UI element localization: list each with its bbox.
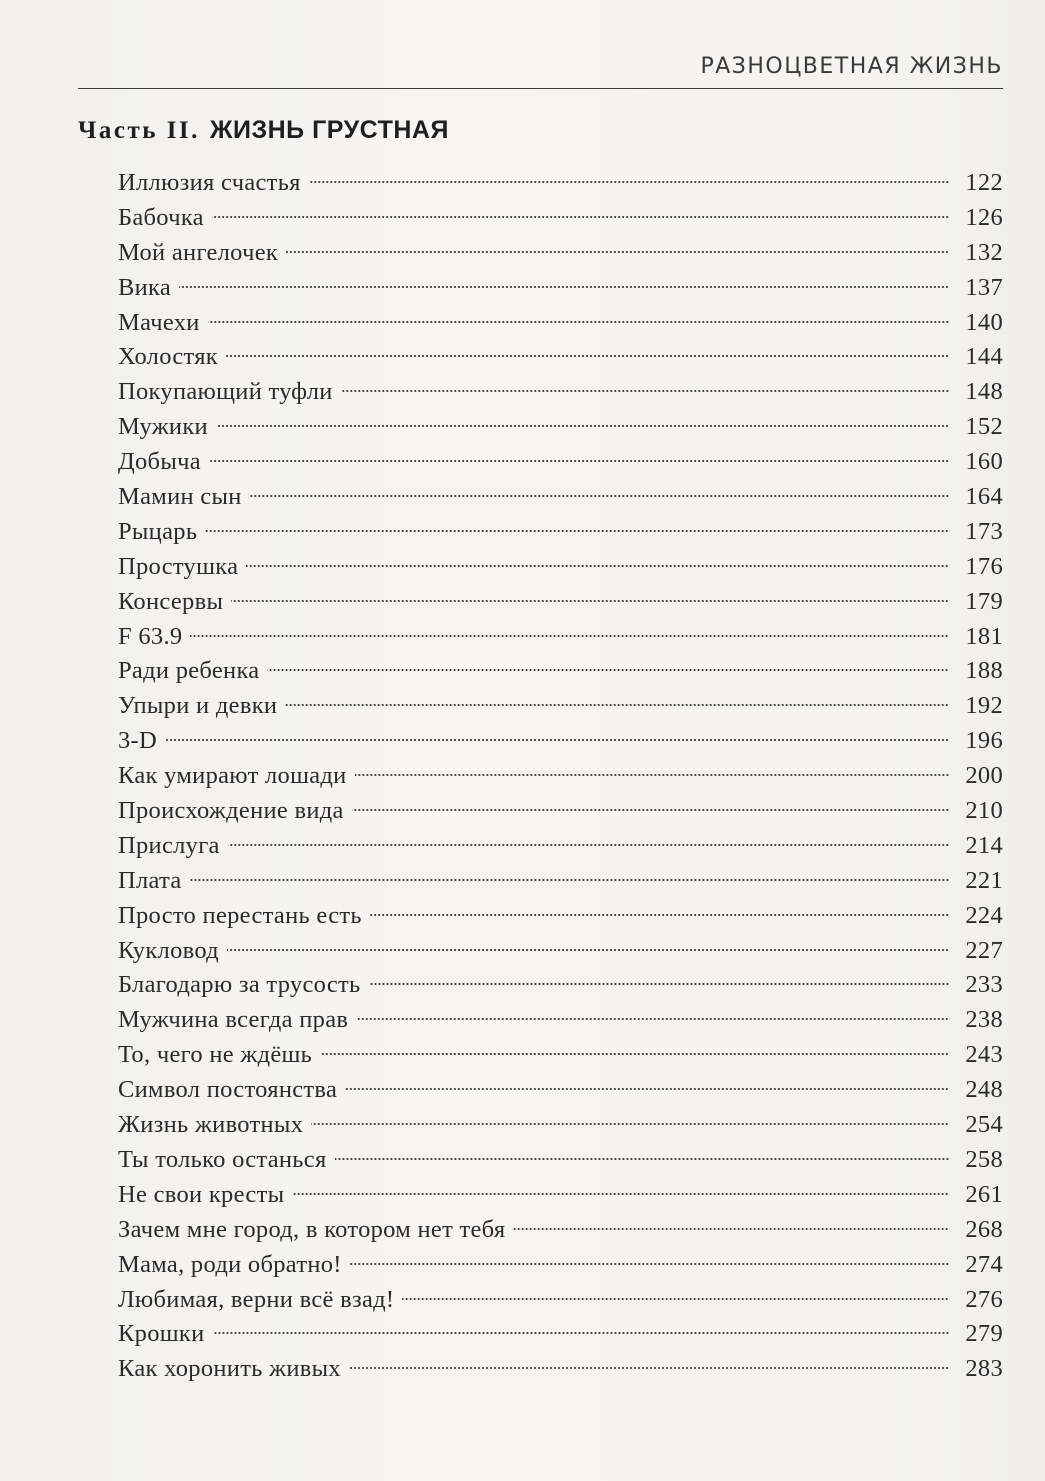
dot-leader bbox=[227, 948, 949, 952]
toc-entry bbox=[118, 727, 1003, 762]
toc-entry-page-number: 227 bbox=[965, 936, 1003, 964]
toc-entry-title: Не свои кресты bbox=[118, 1180, 285, 1208]
dot-leader bbox=[311, 1122, 949, 1126]
toc-entry-page-number: 221 bbox=[965, 866, 1003, 894]
toc-entry bbox=[118, 343, 1003, 378]
toc-entry bbox=[118, 797, 1003, 832]
toc-entry-title: Упыри и девки bbox=[118, 692, 278, 720]
toc-entry bbox=[118, 1286, 1003, 1321]
dot-leader bbox=[356, 1017, 949, 1021]
dot-leader bbox=[267, 668, 949, 672]
toc-entry bbox=[118, 204, 1003, 239]
toc-entry-page-number: 126 bbox=[965, 203, 1003, 231]
dot-leader bbox=[370, 913, 949, 917]
toc-entry bbox=[118, 657, 1003, 692]
dot-leader bbox=[228, 843, 949, 847]
dot-leader bbox=[402, 1297, 949, 1301]
toc-entry-page-number: 248 bbox=[965, 1076, 1003, 1104]
dot-leader bbox=[369, 982, 950, 986]
toc-entry bbox=[118, 1041, 1003, 1076]
dot-leader bbox=[350, 1262, 949, 1266]
part-title: ЖИЗНЬ ГРУСТНАЯ bbox=[209, 116, 449, 144]
toc-entry-page-number: 176 bbox=[965, 552, 1003, 580]
dot-leader bbox=[352, 808, 949, 812]
toc-entry-title: Жизнь животных bbox=[118, 1111, 304, 1139]
toc-entry-title: Символ постоянства bbox=[118, 1076, 338, 1104]
toc-entry-page-number: 152 bbox=[965, 413, 1003, 441]
toc-entry-page-number: 261 bbox=[965, 1180, 1003, 1208]
dot-leader bbox=[226, 354, 949, 358]
toc-entry-title: Как умирают лошади bbox=[118, 762, 347, 790]
toc-entry bbox=[118, 902, 1003, 937]
dot-leader bbox=[355, 773, 949, 777]
toc-entry-page-number: 233 bbox=[965, 971, 1003, 999]
toc-entry bbox=[118, 1216, 1003, 1251]
toc-entry bbox=[118, 309, 1003, 344]
toc-entry bbox=[118, 1181, 1003, 1216]
dot-leader bbox=[341, 389, 949, 393]
toc-entry-title: Зачем мне город, в котором нет тебя bbox=[118, 1215, 506, 1243]
toc-entry bbox=[118, 274, 1003, 309]
toc-entry-page-number: 164 bbox=[965, 483, 1003, 511]
toc-entry-title: Рыцарь bbox=[118, 517, 198, 545]
dot-leader bbox=[285, 703, 949, 707]
toc-entry-page-number: 268 bbox=[965, 1215, 1003, 1243]
toc-entry bbox=[118, 1320, 1003, 1355]
toc-entry bbox=[118, 448, 1003, 483]
toc-entry-page-number: 181 bbox=[965, 622, 1003, 650]
toc-entry bbox=[118, 553, 1003, 588]
table-of-contents bbox=[118, 169, 1003, 1390]
toc-entry-title: Добыча bbox=[118, 448, 201, 476]
toc-entry-title: То, чего не ждёшь bbox=[118, 1041, 313, 1069]
dot-leader bbox=[292, 1192, 949, 1196]
toc-entry-page-number: 224 bbox=[965, 901, 1003, 929]
toc-entry-title: Ради ребенка bbox=[118, 657, 260, 685]
toc-entry-title: Плата bbox=[118, 866, 182, 894]
dot-leader bbox=[190, 878, 949, 882]
toc-entry bbox=[118, 692, 1003, 727]
dot-leader bbox=[345, 1087, 949, 1091]
toc-entry bbox=[118, 518, 1003, 553]
toc-entry bbox=[118, 1355, 1003, 1390]
dot-leader bbox=[309, 180, 949, 184]
toc-entry bbox=[118, 1076, 1003, 1111]
toc-entry-page-number: 144 bbox=[965, 343, 1003, 371]
dot-leader bbox=[250, 494, 949, 498]
toc-entry-title: Мужчина всегда прав bbox=[118, 1006, 349, 1034]
toc-entry-title: Кукловод bbox=[118, 936, 219, 964]
toc-entry-title: Происхождение вида bbox=[118, 797, 344, 825]
toc-entry-page-number: 132 bbox=[965, 238, 1003, 266]
toc-entry-title: Мама, роди обратно! bbox=[118, 1250, 342, 1278]
dot-leader bbox=[205, 529, 949, 533]
toc-entry-page-number: 283 bbox=[965, 1355, 1003, 1383]
toc-entry bbox=[118, 588, 1003, 623]
toc-entry-title: Ты только останься bbox=[118, 1145, 327, 1173]
toc-entry bbox=[118, 832, 1003, 867]
dot-leader bbox=[190, 634, 949, 638]
toc-entry-title: Холостяк bbox=[118, 343, 218, 371]
dot-leader bbox=[335, 1157, 949, 1161]
toc-entry-title: Мужики bbox=[118, 413, 208, 441]
toc-entry-title: Прислуга bbox=[118, 831, 220, 859]
toc-entry-page-number: 192 bbox=[965, 692, 1003, 720]
toc-entry-title: Иллюзия счастья bbox=[118, 169, 301, 196]
toc-entry-title: Как хоронить живых bbox=[118, 1355, 341, 1383]
part-heading bbox=[78, 116, 449, 145]
toc-entry-page-number: 200 bbox=[965, 762, 1003, 790]
dot-leader bbox=[320, 1052, 949, 1056]
dot-leader bbox=[216, 424, 949, 428]
dot-leader bbox=[165, 738, 949, 742]
toc-entry-page-number: 148 bbox=[965, 378, 1003, 406]
dot-leader bbox=[349, 1366, 949, 1370]
toc-entry-page-number: 179 bbox=[965, 587, 1003, 615]
toc-entry-title: Мой ангелочек bbox=[118, 238, 279, 266]
dot-leader bbox=[209, 459, 949, 463]
toc-entry bbox=[118, 413, 1003, 448]
toc-entry bbox=[118, 971, 1003, 1006]
toc-entry-page-number: 254 bbox=[965, 1111, 1003, 1139]
toc-entry-title: Простушка bbox=[118, 552, 239, 580]
toc-entry bbox=[118, 483, 1003, 518]
toc-entry-page-number: 140 bbox=[965, 308, 1003, 336]
dot-leader bbox=[213, 1331, 949, 1335]
toc-entry-page-number: 238 bbox=[965, 1006, 1003, 1034]
toc-entry-title: Крошки bbox=[118, 1320, 205, 1348]
toc-entry-title: Покупающий туфли bbox=[118, 378, 333, 406]
dot-leader bbox=[231, 599, 949, 603]
toc-entry-page-number: 279 bbox=[965, 1320, 1003, 1348]
toc-entry-title: Просто перестань есть bbox=[118, 901, 362, 929]
toc-entry bbox=[118, 1251, 1003, 1286]
toc-entry-title: 3-D bbox=[118, 727, 158, 755]
toc-entry-page-number: 243 bbox=[965, 1041, 1003, 1069]
toc-entry-page-number: 188 bbox=[965, 657, 1003, 685]
toc-entry-page-number: 258 bbox=[965, 1145, 1003, 1173]
toc-entry bbox=[118, 937, 1003, 972]
dot-leader bbox=[179, 285, 949, 289]
toc-entry bbox=[118, 623, 1003, 658]
dot-leader bbox=[246, 564, 949, 568]
toc-entry bbox=[118, 1146, 1003, 1181]
toc-entry bbox=[118, 239, 1003, 274]
toc-entry-page-number: 160 bbox=[965, 448, 1003, 476]
dot-leader bbox=[212, 215, 949, 219]
toc-entry-title: Мачехи bbox=[118, 308, 200, 336]
toc-entry-title: Бабочка bbox=[118, 203, 204, 231]
toc-entry-page-number: 276 bbox=[965, 1285, 1003, 1313]
toc-entry bbox=[118, 1111, 1003, 1146]
toc-entry-page-number: 214 bbox=[965, 831, 1003, 859]
toc-entry bbox=[118, 762, 1003, 797]
dot-leader bbox=[286, 250, 949, 254]
toc-entry bbox=[118, 867, 1003, 902]
toc-entry-title: Консервы bbox=[118, 587, 224, 615]
toc-entry-page-number: 173 bbox=[965, 517, 1003, 545]
toc-entry-title: Благодарю за трусость bbox=[118, 971, 361, 999]
toc-entry-page-number: 210 bbox=[965, 797, 1003, 825]
toc-entry bbox=[118, 378, 1003, 413]
header-rule bbox=[78, 88, 1003, 89]
toc-entry bbox=[118, 169, 1003, 204]
toc-entry-title: Мамин сын bbox=[118, 483, 242, 511]
toc-entry-title: Любимая, верни всё взад! bbox=[118, 1285, 395, 1313]
dot-leader bbox=[513, 1227, 949, 1231]
toc-entry-page-number: 196 bbox=[965, 727, 1003, 755]
toc-entry bbox=[118, 1006, 1003, 1041]
toc-entry-title: Вика bbox=[118, 273, 172, 301]
running-head: РАЗНОЦВЕТНАЯ ЖИЗНЬ bbox=[700, 54, 1003, 79]
toc-entry-page-number: 274 bbox=[965, 1250, 1003, 1278]
toc-entry-page-number: 122 bbox=[965, 169, 1003, 196]
dot-leader bbox=[208, 320, 949, 324]
part-label: Часть II. bbox=[78, 117, 200, 144]
toc-entry-page-number: 137 bbox=[965, 273, 1003, 301]
toc-entry-title: F 63.9 bbox=[118, 622, 183, 650]
